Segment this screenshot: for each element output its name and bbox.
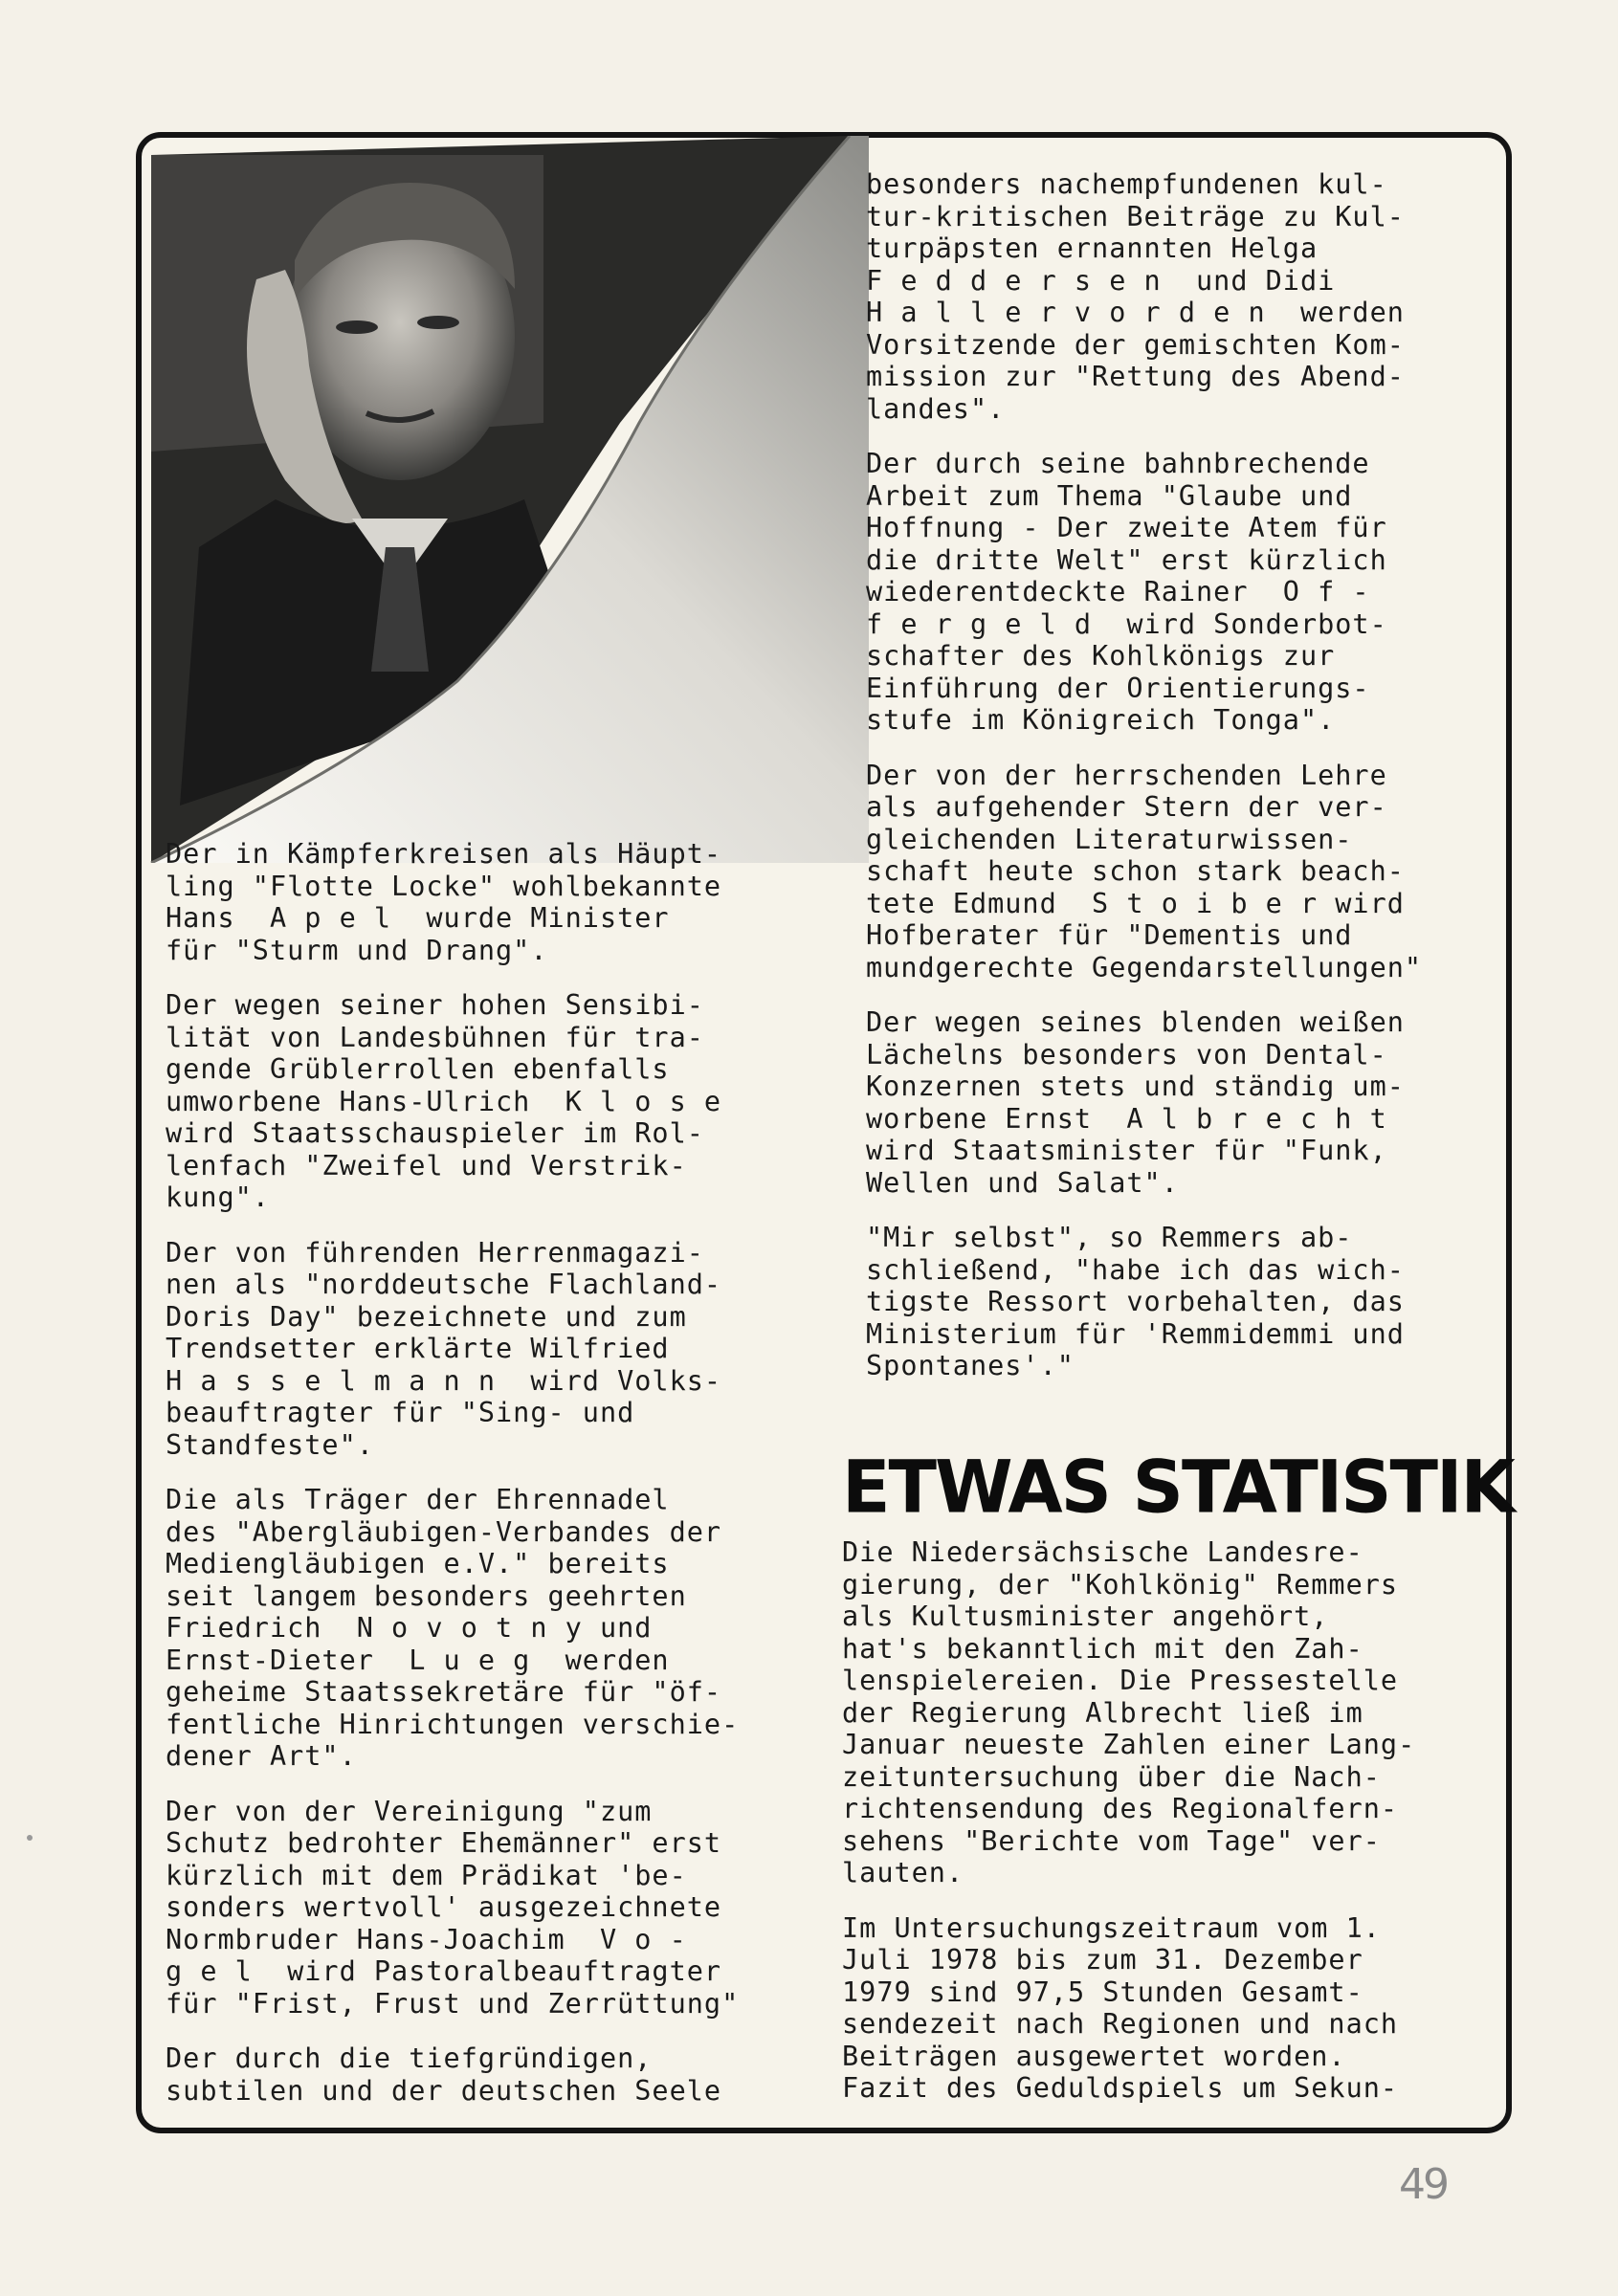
text-line: H a s s e l m a n n wird Volks- [166, 1364, 722, 1397]
text-line: Hans A p e l wurde Minister [166, 902, 670, 934]
text-line: subtilen und der deutschen Seele [166, 2074, 722, 2107]
text-line: kürzlich mit dem Prädikat 'be- [166, 1859, 687, 1891]
text-line: mission zur "Rettung des Abend- [866, 361, 1405, 392]
text-line: fentliche Hinrichtungen verschie- [166, 1708, 740, 1740]
text-line: als Kultusminister angehört, [842, 1601, 1329, 1632]
text-line: wiederentdeckte Rainer O f - [866, 576, 1370, 607]
text-line: Der von führenden Herrenmagazi- [166, 1236, 704, 1269]
text-line: zeituntersuchung über die Nach- [842, 1760, 1381, 1793]
text-line: für "Sturm und Drang". [166, 934, 548, 966]
text-line: Der in Kämpferkreisen als Häupt- [166, 838, 722, 870]
right-text-column-top [866, 168, 1497, 1405]
paragraph [166, 838, 835, 966]
text-line: H a l l e r v o r d e n werden [866, 297, 1405, 328]
text-line: Hofberater für "Dementis und [866, 919, 1353, 951]
portrait-photo-icon [142, 136, 869, 863]
text-line: besonders nachempfundenen kul- [866, 168, 1387, 200]
text-line: hat's bekanntlich mit den Zah- [842, 1632, 1363, 1665]
text-line: schaft heute schon stark beach- [866, 855, 1405, 887]
text-line: Hoffnung - Der zweite Atem für [866, 512, 1387, 543]
text-line: Der von der Vereinigung "zum [166, 1795, 653, 1827]
text-line: 1979 sind 97,5 Stunden Gesamt- [842, 1976, 1363, 2008]
text-line: dener Art". [166, 1740, 357, 1772]
text-line: Der durch die tiefgründigen, [166, 2042, 653, 2074]
text-line: Fazit des Geduldspiels um Sekun- [842, 2072, 1399, 2104]
text-line: die dritte Welt" erst kürzlich [866, 543, 1387, 576]
paragraph [166, 1237, 835, 1462]
left-text-column [166, 838, 835, 2130]
text-line: umworbene Hans-Ulrich K l o s e [166, 1085, 722, 1117]
page-number: 49 [1399, 2160, 1447, 2209]
text-line: Doris Day" bezeichnete und zum [166, 1300, 687, 1333]
paragraph [166, 1796, 835, 2020]
text-line: Die Niedersächsische Landesre- [842, 1536, 1363, 1568]
paragraph [842, 1536, 1493, 1889]
text-line: als aufgehender Stern der ver- [866, 791, 1387, 823]
text-line: Trendsetter erklärte Wilfried [166, 1333, 670, 1364]
text-line: schließend, "habe ich das wich- [866, 1253, 1405, 1286]
text-line: schafter des Kohlkönigs zur [866, 640, 1336, 672]
text-line: sehens "Berichte vom Tage" ver- [842, 1824, 1381, 1857]
text-line: beauftragter für "Sing- und [166, 1397, 635, 1428]
text-line: kung". [166, 1181, 270, 1213]
paragraph [842, 1912, 1493, 2105]
text-line: landes". [866, 392, 1006, 425]
text-line: "Mir selbst", so Remmers ab- [866, 1222, 1353, 1253]
text-line: richtensendung des Regionalfern- [842, 1793, 1399, 1824]
text-line: Konzernen stets und ständig um- [866, 1071, 1405, 1102]
paragraph [166, 1484, 835, 1773]
text-line: tur-kritischen Beiträge zu Kul- [866, 200, 1405, 232]
text-line: ling "Flotte Locke" wohlbekannte [166, 870, 722, 902]
text-line: für "Frist, Frust und Zerrüttung" [166, 1987, 740, 2020]
text-line: Schutz bedrohter Ehemänner" erst [166, 1827, 722, 1859]
text-line: Der wegen seines blenden weißen [866, 1006, 1405, 1038]
text-line: tigste Ressort vorbehalten, das [866, 1286, 1405, 1317]
text-line: Der wegen seiner hohen Sensibi- [166, 989, 704, 1021]
paragraph [166, 989, 835, 1214]
text-line: Lächelns besonders von Dental- [866, 1038, 1387, 1071]
text-line: gende Grüblerrollen ebenfalls [166, 1053, 670, 1085]
text-line: nen als "norddeutsche Flachland- [166, 1269, 722, 1300]
text-line: Arbeit zum Thema "Glaube und [866, 479, 1353, 512]
text-line: Wellen und Salat". [866, 1166, 1179, 1199]
text-line: wird Staatsminister für "Funk, [866, 1135, 1387, 1166]
text-line: Im Untersuchungszeitraum vom 1. [842, 1911, 1381, 1944]
text-line: lenspielereien. Die Pressestelle [842, 1665, 1399, 1696]
text-line: Beiträgen ausgewertet worden. [842, 2040, 1346, 2072]
text-line: Ministerium für 'Remmidemmi und [866, 1317, 1405, 1350]
text-line: Juli 1978 bis zum 31. Dezember [842, 1944, 1363, 1976]
paragraph [866, 448, 1497, 737]
text-line: Friedrich N o v o t n y und [166, 1612, 653, 1644]
paragraph [866, 168, 1497, 425]
text-line: mundgerechte Gegendarstellungen" [866, 951, 1423, 983]
section-heading: ETWAS STATISTIK [842, 1446, 1514, 1530]
text-line: lität von Landesbühnen für tra- [166, 1021, 704, 1053]
text-line: sonders wertvoll' ausgezeichnete [166, 1891, 722, 1923]
text-line: Einführung der Orientierungs- [866, 672, 1370, 704]
portrait-photo [142, 136, 869, 863]
text-line: Vorsitzende der gemischten Kom- [866, 328, 1405, 361]
text-line: lauten. [842, 1857, 964, 1888]
text-line: lenfach "Zweifel und Verstrik- [166, 1149, 687, 1181]
text-line: gleichenden Literaturwissen- [866, 823, 1353, 855]
text-line: Der von der herrschenden Lehre [866, 759, 1387, 791]
text-line: der Regierung Albrecht ließ im [842, 1696, 1363, 1729]
paragraph [866, 760, 1497, 984]
text-line: stufe im Königreich Tonga". [866, 704, 1336, 736]
text-line: worbene Ernst A l b r e c h t [866, 1102, 1387, 1135]
text-line: Spontanes'." [866, 1350, 1075, 1381]
text-line: sendezeit nach Regionen und nach [842, 2008, 1399, 2040]
text-line: tete Edmund S t o i b e r wird [866, 887, 1405, 919]
text-line: seit langem besonders geehrten [166, 1579, 687, 1612]
binder-hole-mark [27, 1835, 33, 1841]
text-line: wird Staatsschauspieler im Rol- [166, 1117, 704, 1149]
text-line: geheime Staatssekretäre für "öf- [166, 1676, 722, 1708]
text-line: Die als Träger der Ehrennadel [166, 1484, 670, 1515]
text-line: Standfeste". [166, 1428, 374, 1461]
text-line: turpäpsten ernannten Helga [866, 232, 1319, 264]
text-line: Januar neueste Zahlen einer Lang- [842, 1729, 1416, 1760]
right-text-column-bottom [842, 1536, 1493, 2128]
text-line: Mediengläubigen e.V." bereits [166, 1548, 670, 1579]
paragraph [866, 1006, 1497, 1199]
text-line: F e d d e r s e n und Didi [866, 264, 1336, 297]
text-line: g e l wird Pastoralbeauftragter [166, 1955, 722, 1987]
paragraph [166, 2042, 835, 2107]
text-line: Der durch seine bahnbrechende [866, 448, 1370, 479]
text-line: f e r g e l d wird Sonderbot- [866, 607, 1387, 640]
text-line: gierung, der "Kohlkönig" Remmers [842, 1568, 1399, 1601]
text-line: des "Abergläubigen-Verbandes der [166, 1515, 722, 1548]
text-line: Normbruder Hans-Joachim V o - [166, 1923, 687, 1955]
text-line: Ernst-Dieter L u e g werden [166, 1644, 670, 1676]
paragraph [866, 1222, 1497, 1382]
